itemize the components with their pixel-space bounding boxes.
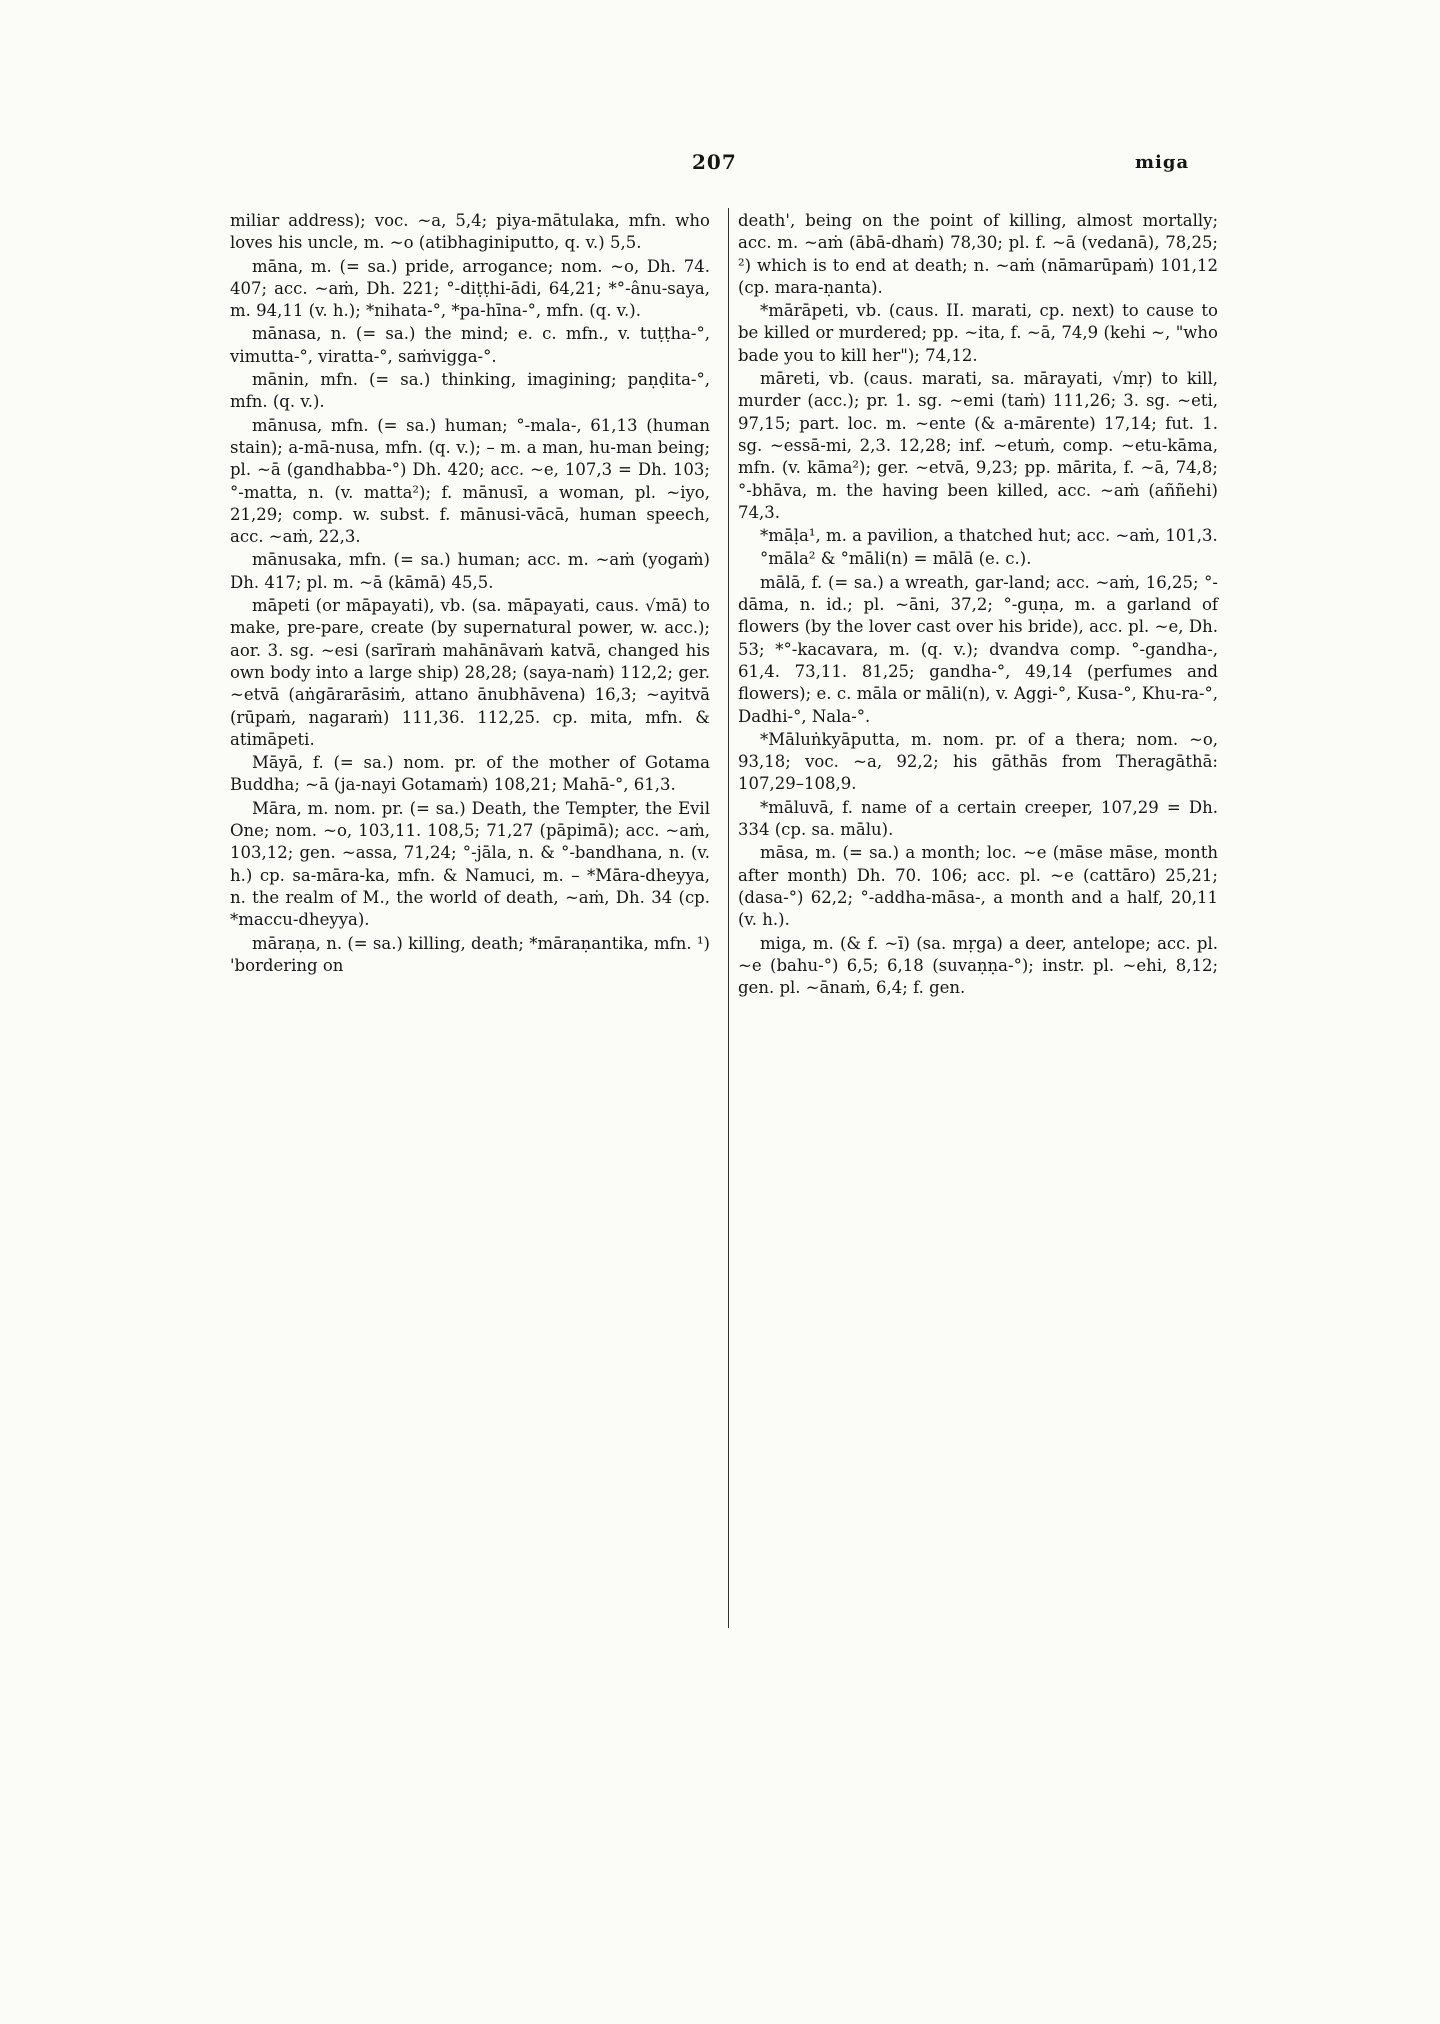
entry-paragraph: *māluvā, f. name of a certain creeper, 107,29 = Dh. 334 (cp. sa. mālu). — [738, 797, 1218, 840]
running-head: miga — [1135, 152, 1190, 173]
entry-paragraph: māpeti (or māpayati), vb. (sa. māpayati, caus. √mā) to make, pre-pare, create (by supernatural power, w. acc.); aor. 3. sg. ~esi (sarīraṁ mahānāvaṁ katvā, changed his own body into a large ship) 28,28; (saya-naṁ) 112,2; ger. ~etvā (aṅgārarāsiṁ, attano ānubhāvena) 16,3; ~ayitvā (rūpaṁ, nagaraṁ) 111,36. 112,25. cp. mita, mfn. & atimāpeti. — [230, 596, 710, 749]
entry-paragraph: miga, m. (& f. ~ī) (sa. mṛga) a deer, antelope; acc. pl. ~e (bahu-°) 6,5; 6,18 (suvaṇṇa-°); instr. pl. ~ehi, 8,12; gen. pl. ~ānaṁ, 6,4; f. gen. — [738, 933, 1218, 998]
entry-paragraph: māna, m. (= sa.) pride, arrogance; nom. ~o, Dh. 74. 407; acc. ~aṁ, Dh. 221; °-diṭṭhi-ādi, 64,21; *°-ânu-saya, m. 94,11 (v. h.); *nihata-°, *pa-hīna-°, mfn. (q. v.). — [230, 256, 710, 321]
column-divider — [728, 208, 729, 1628]
entry-paragraph: mālā, f. (= sa.) a wreath, gar-land; acc. ~aṁ, 16,25; °-dāma, n. id.; pl. ~āni, 37,2; °-guṇa, m. a garland of flowers (by the lover cast over his bride), acc. pl. ~e, Dh. 53; *°-kacavara, m. (q. v.); dvandva comp. °-gandha-, 61,4. 73,11. 81,25; gandha-°, 49,14 (perfumes and flowers); e. c. māla or māli(n), v. Aggi-°, Kusa-°, Khu-ra-°, Dadhi-°, Nala-°. — [738, 572, 1218, 726]
right-column — [738, 210, 1218, 1000]
entry-paragraph: *māḷa¹, m. a pavilion, a thatched hut; acc. ~aṁ, 101,3. — [760, 526, 1218, 546]
page-number: 207 — [692, 150, 737, 174]
entry-paragraph: māraṇa, n. (= sa.) killing, death; *māraṇantika, mfn. ¹) 'bordering on — [230, 933, 710, 975]
entry-paragraph: mānasa, n. (= sa.) the mind; e. c. mfn., v. tuṭṭha-°, vimutta-°, viratta-°, saṁvigga-°. — [230, 324, 710, 366]
entry-paragraph: °māla² & °māli(n) = mālā (e. c.). — [760, 549, 1032, 569]
entry-paragraph: miliar address); voc. ~a, 5,4; piya-mātulaka, mfn. who loves his uncle, m. ~o (atibhaginiputto, q. v.) 5,5. — [230, 211, 710, 253]
entry-paragraph: Māra, m. nom. pr. (= sa.) Death, the Tempter, the Evil One; nom. ~o, 103,11. 108,5; 71,27 (pāpimā); acc. ~aṁ, 103,12; gen. ~assa, 71,24; °-jāla, n. & °-bandhana, n. (v. h.) cp. sa-māra-ka, mfn. & Namuci, m. – *Māra-dheyya, n. the realm of M., the world of death, ~aṁ, Dh. 34 (cp. *maccu-dheyya). — [230, 798, 710, 930]
entry-paragraph: māsa, m. (= sa.) a month; loc. ~e (māse māse, month after month) Dh. 70. 106; acc. pl. ~e (cattāro) 25,21; (dasa-°) 62,2; °-addha-māsa-, a month and a half, 20,11 (v. h.). — [738, 843, 1218, 930]
entry-paragraph: *Māluṅkyāputta, m. nom. pr. of a thera; nom. ~o, 93,18; voc. ~a, 92,2; his gāthās from Theragāthā: 107,29–108,9. — [738, 729, 1218, 794]
entry-paragraph: death', being on the point of killing, almost mortally; acc. m. ~aṁ (ābā-dhaṁ) 78,30; pl. f. ~ā (vedanā), 78,25; ²) which is to end at death; n. ~aṁ (nāmarūpaṁ) 101,12 (cp. mara-ṇanta). — [738, 211, 1218, 297]
entry-paragraph: māreti, vb. (caus. marati, sa. mārayati, √mṛ) to kill, murder (acc.); pr. 1. sg. ~emi (taṁ) 111,26; 3. sg. ~eti, 97,15; part. loc. m. ~ente (& a-mārente) 17,14; fut. 1. sg. ~essā-mi, 2,3. 12,28; inf. ~etuṁ, comp. ~etu-kāma, mfn. (v. kāma²); ger. ~etvā, 9,23; pp. mārita, f. ~ā, 74,8; °-bhāva, m. the having been killed, acc. ~aṁ (aññehi) 74,3. — [738, 369, 1218, 522]
entry-paragraph: Māyā, f. (= sa.) nom. pr. of the mother of Gotama Buddha; ~ā (ja-nayi Gotamaṁ) 108,21; Mahā-°, 61,3. — [230, 753, 710, 795]
entry-paragraph: mānusa, mfn. (= sa.) human; °-mala-, 61,13 (human stain); a-mā-nusa, mfn. (q. v.); – m. a man, hu-man being; pl. ~ā (gandhabba-°) Dh. 420; acc. ~e, 107,3 = Dh. 103; °-matta, n. (v. matta²); f. mānusī, a woman, pl. ~iyo, 21,29; comp. w. subst. f. mānusi-vācā, human speech, acc. ~aṁ, 22,3. — [230, 415, 710, 547]
entry-paragraph: *mārāpeti, vb. (caus. II. marati, cp. next) to cause to be killed or murdered; pp. ~ita, f. ~ā, 74,9 (kehi ~, "who bade you to kill her"); 74,12. — [738, 301, 1218, 365]
entry-paragraph: mānin, mfn. (= sa.) thinking, imagining; paṇḍita-°, mfn. (q. v.). — [230, 370, 710, 412]
entry-paragraph: mānusaka, mfn. (= sa.) human; acc. m. ~aṁ (yogaṁ) Dh. 417; pl. m. ~ā (kāmā) 45,5. — [230, 550, 710, 592]
left-column — [230, 210, 710, 978]
